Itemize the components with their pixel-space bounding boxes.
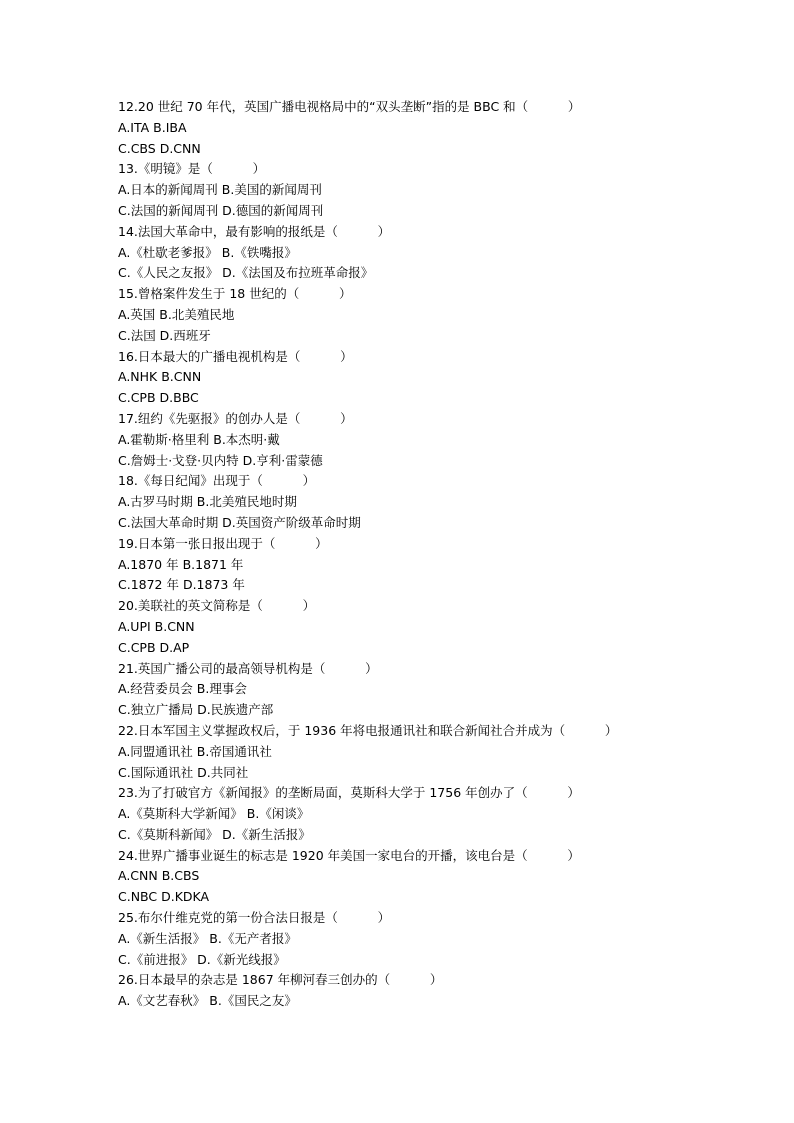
- question-13-options-ab: A.日本的新闻周刊 B.美国的新闻周刊: [118, 182, 322, 198]
- question-20: 20.美联社的英文简称是（ ）: [118, 598, 316, 614]
- question-17-options-cd: C.詹姆士·戈登·贝内特 D.亨利·雷蒙德: [118, 452, 323, 468]
- question-18-options-cd: C.法国大革命时期 D.英国资产阶级革命时期: [118, 514, 361, 530]
- question-16-options-ab: A.NHK B.CNN: [118, 369, 202, 385]
- question-15-options-ab: A.英国 B.北美殖民地: [118, 306, 235, 322]
- question-18-options-ab: A.古罗马时期 B.北美殖民地时期: [118, 494, 297, 510]
- question-19-options-cd: C.1872 年 D.1873 年: [118, 577, 245, 593]
- question-26-options-ab: A.《文艺春秋》 B.《国民之友》: [118, 993, 297, 1009]
- question-18: 18.《每日纪闻》出现于（ ）: [118, 473, 316, 489]
- question-22-options-cd: C.国际通讯社 D.共同社: [118, 764, 249, 780]
- question-26: 26.日本最早的杂志是 1867 年柳河春三创办的（ ）: [118, 972, 443, 988]
- document-page: [118, 97, 738, 1012]
- question-19: 19.日本第一张日报出现于（ ）: [118, 535, 328, 551]
- question-22-options-ab: A.同盟通讯社 B.帝国通讯社: [118, 743, 272, 759]
- question-17-options-ab: A.霍勒斯·格里利 B.本杰明·戴: [118, 431, 280, 447]
- question-21: 21.英国广播公司的最高领导机构是（ ）: [118, 660, 378, 676]
- question-13: 13.《明镜》是（ ）: [118, 161, 266, 177]
- question-12: 12.20 世纪 70 年代，英国广播电视格局中的“双头垄断”指的是 BBC 和（ ）: [118, 99, 581, 114]
- question-14-options-ab: A.《杜歇老爹报》 B.《铁嘴报》: [118, 244, 297, 260]
- question-25: 25.布尔什维克党的第一份合法日报是（ ）: [118, 910, 391, 926]
- question-22: 22.日本军国主义掌握政权后，于 1936 年将电报通讯社和联合新闻社合并成为（ ）: [118, 722, 618, 738]
- question-15-options-cd: C.法国 D.西班牙: [118, 327, 211, 343]
- question-17: 17.纽约《先驱报》的创办人是（ ）: [118, 410, 353, 426]
- question-23: 23.为了打破官方《新闻报》的垄断局面，莫斯科大学于 1756 年创办了（ ）: [118, 785, 580, 801]
- question-23-options-cd: C.《莫斯科新闻》 D.《新生活报》: [118, 826, 311, 842]
- question-23-options-ab: A.《莫斯科大学新闻》 B.《闲谈》: [118, 806, 310, 822]
- question-24-options-cd: C.NBC D.KDKA: [118, 889, 210, 905]
- question-14: 14.法国大革命中，最有影响的报纸是（ ）: [118, 223, 391, 239]
- question-24-options-ab: A.CNN B.CBS: [118, 868, 200, 884]
- question-20-options-ab: A.UPI B.CNN: [118, 618, 195, 634]
- question-16-options-cd: C.CPB D.BBC: [118, 390, 199, 406]
- question-14-options-cd: C.《人民之友报》 D.《法国及布拉班革命报》: [118, 265, 374, 281]
- question-15: 15.曾格案件发生于 18 世纪的（ ）: [118, 286, 352, 302]
- question-24: 24.世界广播事业诞生的标志是 1920 年美国一家电台的开播，该电台是（ ）: [118, 847, 580, 863]
- question-25-options-cd: C.《前进报》 D.《新光线报》: [118, 951, 286, 967]
- question-13-options-cd: C.法国的新闻周刊 D.德国的新闻周刊: [118, 202, 324, 218]
- question-20-options-cd: C.CPB D.AP: [118, 639, 190, 655]
- question-12-options-ab: A.ITA B.IBA: [118, 119, 187, 135]
- question-21-options-ab: A.经营委员会 B.理事会: [118, 681, 247, 697]
- question-21-options-cd: C.独立广播局 D.民族遗产部: [118, 702, 274, 718]
- question-19-options-ab: A.1870 年 B.1871 年: [118, 556, 244, 572]
- question-12-options-cd: C.CBS D.CNN: [118, 140, 201, 156]
- question-25-options-ab: A.《新生活报》 B.《无产者报》: [118, 930, 297, 946]
- question-16: 16.日本最大的广播电视机构是（ ）: [118, 348, 353, 364]
